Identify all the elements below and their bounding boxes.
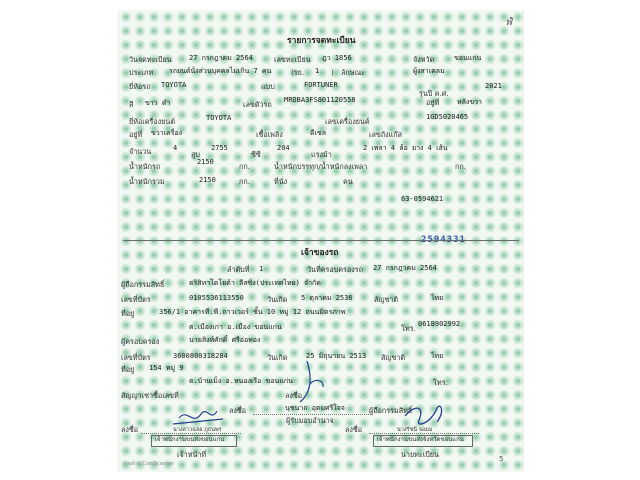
vehicle-weight: 2150	[197, 158, 214, 166]
appearance: ผู้งสาเคลม	[413, 67, 445, 75]
owner-section-title: เจ้าของรถ	[301, 248, 339, 258]
officer-signature-left	[173, 411, 223, 424]
holder-birth: 25 มิถุนายน 2513	[306, 352, 367, 360]
right-signature-label: ลงชื่อ	[345, 425, 363, 434]
holder-name: นายสิงห์ศักดิ์ ศรีอ่อทอง	[189, 336, 261, 344]
owner-address-label: ที่อยู่	[121, 309, 135, 318]
total-weight-label: น้ำหนักรวม	[129, 177, 165, 186]
owner-nationality-label: สัญชาติ	[374, 295, 399, 304]
holder-id-label: เลขที่บัตร	[121, 353, 151, 362]
registration-document	[118, 10, 524, 472]
gas-tank-label: เลขถังแก๊ส	[369, 130, 403, 139]
color: ขาว ดำ	[145, 99, 171, 107]
registration-date-label: วันจดทะเบียน	[129, 55, 172, 64]
right-officer-name: นางรัชนี จอมม	[397, 427, 433, 433]
color-label: สี	[129, 100, 134, 109]
holder-birth-label: วันเกิด	[267, 353, 288, 362]
left-officer-name: นางสาวฉลอ ภูธนพร	[173, 427, 222, 433]
signature-label-2: ผู้ถือกรรมสิทธิ์	[369, 406, 413, 415]
model-label: แบบ	[261, 82, 275, 91]
owner-address-line-1: 356/1 อาคารที.พี.ถาวเวอร์ ชั้น 10 หมู่ 12 ถนนมิตรภาพ	[159, 308, 346, 316]
owner-id-label: เลขที่บัตร	[121, 295, 151, 304]
brand: TOYOTA	[161, 81, 187, 89]
right-officer-position: เจ้าพนักงานขนส่งจังหวัดขอนแก่น	[377, 436, 464, 443]
page-number: 5	[499, 455, 504, 463]
brand-label: ยี่ห้อรถ	[129, 82, 151, 91]
model-year: 2021	[485, 82, 502, 90]
contract-sign-label: ลงชื่อ	[285, 391, 303, 400]
engine-brand: TOYOTA	[206, 114, 232, 122]
position: หลังขวา	[457, 98, 482, 106]
owner-phone: 0618902992	[418, 320, 461, 328]
load-weight-unit: กก.	[455, 162, 466, 171]
chassis: MROBA3FS801120558	[284, 96, 356, 104]
hp-unit: แรงม้า	[311, 150, 332, 159]
holder-label: ผู้ครอบครอง	[121, 337, 160, 346]
owner-birth: 5 ตุลาคม 2536	[301, 294, 353, 302]
registration-no: ฎว 1856	[322, 54, 352, 62]
load-weight-label: น้ำหนักบรรทุก/น้ำหนักลงเพลา	[274, 162, 368, 171]
owner-address-line-2: ต.เมืองเก่า อ.เมือง ขอนแก่น	[189, 323, 282, 331]
reference-code: 63-0594621	[401, 195, 444, 203]
model-year-label: รุ่นปี ค.ศ.	[419, 89, 449, 98]
engine-position: ขวาเครื่อง	[151, 129, 183, 137]
appearance-label: ลักษณะ	[341, 68, 366, 77]
registration-title: รายการจดทะเบียน	[287, 36, 356, 46]
rod-label: (รย.	[291, 68, 305, 77]
owner-name: ตริสิทาโตโยต้า ลีสซิ่ง(ประเทศไทย) จำกัด	[189, 279, 321, 287]
fuel: ดีเซล	[310, 129, 326, 137]
holder-nationality: ไทย	[431, 352, 444, 360]
rod-value: 1	[315, 67, 320, 75]
model: FORTUNER	[304, 81, 338, 89]
seats-unit: คน	[343, 177, 353, 186]
order-label: ลำดับที่	[227, 265, 250, 274]
horsepower: 204	[277, 144, 290, 152]
fuel-label: เชื้อเพลิง	[256, 130, 283, 139]
holder-phone-label: โทร.	[433, 378, 448, 387]
registration-date: 27 กรกฎาคม 2564	[189, 54, 253, 62]
engine-brand-label: ยี่ห้อเครื่องยนต์	[129, 117, 176, 126]
engine-position-label: อยู่ที่	[129, 130, 143, 139]
count-label: จำนวน	[129, 147, 152, 156]
possession-date: 27 กรกฎาคม 2564	[373, 264, 437, 272]
holder-id: 3600800318284	[173, 352, 228, 360]
signature-label-1: ลงชื่อ	[229, 406, 247, 415]
left-signature-label: ลงชื่อ	[121, 425, 139, 434]
scanner-watermark: ถ่ายด้วย CamScanner	[123, 461, 175, 467]
cc-unit: ซีซี	[251, 150, 261, 159]
holder-address-line-2: ต.บ้านเม็ง อ.หนองเรือ ขอนแก่น	[189, 377, 293, 385]
vehicle-weight-label: น้ำหนักรถ	[129, 162, 161, 171]
contract-label: สัญญาเช่าซื้อเลขที่	[121, 391, 179, 400]
position-label: อยู่ที่	[426, 98, 440, 107]
cylinders: 4	[173, 144, 178, 152]
total-weight-unit: กก.	[239, 177, 250, 186]
vehicle-type: รถยนต์นั่งส่วนบุคคลไม่เกิน 7 คน	[169, 67, 272, 75]
possession-date-label: วันที่ครอบครองรถ	[307, 265, 363, 274]
right-officer-role: นายทะเบียน	[401, 450, 439, 459]
engine-no: 1GD5020465	[426, 113, 469, 121]
registration-no-label: เลขทะเบียน	[274, 55, 311, 64]
cc: 2755	[211, 144, 228, 152]
left-officer-role: เจ้าหน้าที่	[177, 450, 207, 459]
axles-wheels: 2 เพลา 4 ล้อ ยาง 4 เส้น	[363, 144, 448, 152]
owner-phone-label: โทร.	[401, 324, 416, 333]
province-label: จังหวัด	[413, 55, 435, 64]
signer-name-1: นุชนาถ อุดมศรีใจจ	[285, 404, 345, 412]
total-weight: 2150	[199, 176, 216, 184]
holder-nationality-label: สัญชาติ	[381, 353, 406, 362]
holder-signature	[300, 361, 323, 402]
stamp-code: 2594331	[421, 235, 466, 245]
holder-address-label: ที่อยู่	[121, 365, 135, 374]
rod-close: )	[331, 68, 334, 77]
type-label: ประเภท	[129, 68, 154, 77]
signer-role-1: ผู้รับมอบอำนาจ	[286, 416, 334, 425]
registrar-signature-right	[405, 406, 442, 424]
cylinders-unit: สูบ	[191, 150, 200, 159]
owner-nationality: ไทย	[431, 294, 444, 302]
owner-label: ผู้ถือกรรมสิทธิ์	[121, 280, 165, 289]
owner-birth-label: วันเกิด	[267, 295, 288, 304]
holder-address-line-1: 154 หมู่ 9	[149, 364, 184, 372]
owner-id: 0105536113550	[189, 294, 244, 302]
signature-strokes	[119, 10, 523, 472]
province: ขอนแก่น	[454, 54, 482, 62]
page-corner-mark: ฟํ	[505, 17, 513, 28]
weight-unit: กก.	[239, 162, 250, 171]
order-number: 1	[259, 265, 264, 273]
chassis-label: เลขตัวรถ	[243, 100, 272, 109]
engine-no-label: เลขเครื่องยนต์	[325, 117, 370, 126]
seats-label: ที่นั่ง	[274, 177, 288, 186]
left-officer-position: เจ้าพนักงานขนส่งขอนแก่น	[155, 436, 225, 443]
